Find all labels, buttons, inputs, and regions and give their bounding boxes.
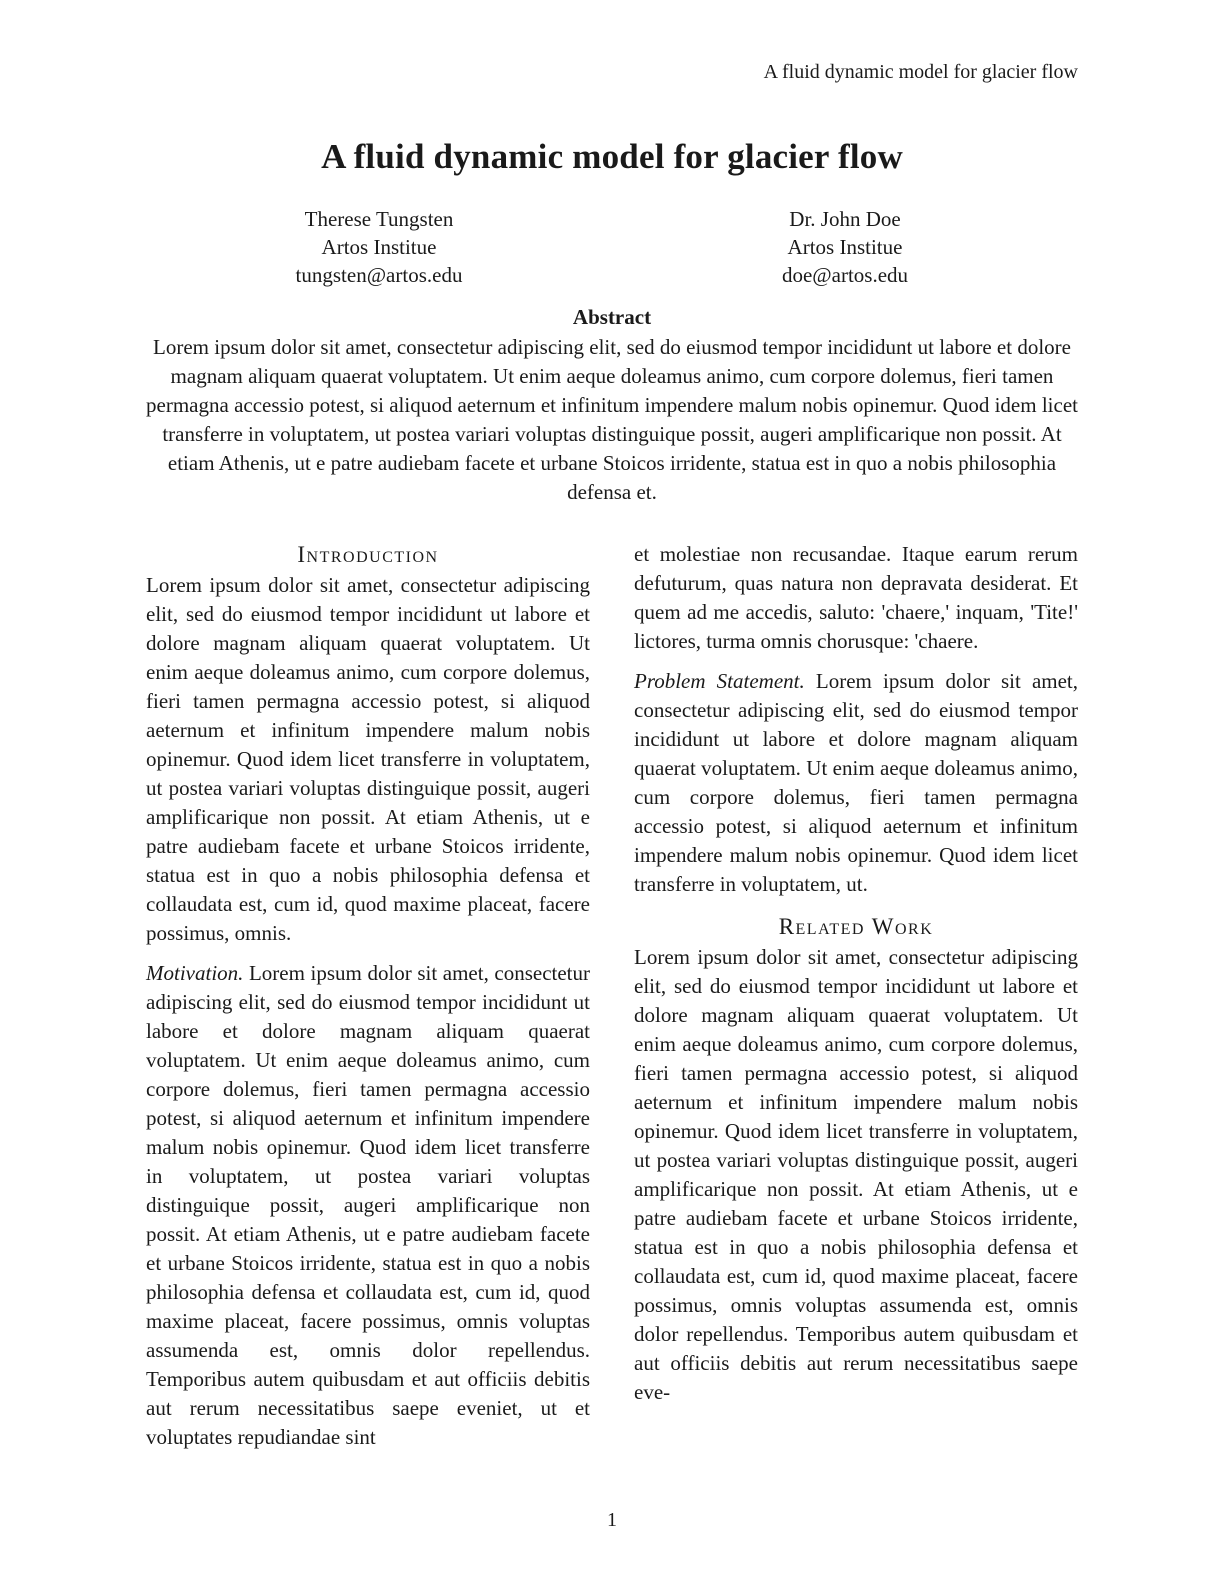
introduction-paragraph: Lorem ipsum dolor sit amet, consectetur adipiscing elit, sed do eiusmod tempor incididunt ut labore et dolore magnam aliquam quaerat voluptatem. Ut enim aeque doleamus animo, cum corpore dolemus, fieri tamen permagna accessio potest, si aliquod aeternum et infinitum impendere malum nobis opinemur. Quod idem licet transferre in voluptatem, ut postea variari voluptas distinguique possit, augeri amplificarique non possit. At etiam Athenis, ut e patre audiebam facete et urbane Stoicos irridente, statua est in quo a nobis philosophia defensa et collaudata est, cum id, quod maxime placeat, facere possimus, omnis. (146, 573, 590, 945)
author-1 (146, 205, 612, 289)
author-1-affiliation: Artos Institue (321, 235, 437, 259)
body-columns (146, 540, 1078, 1452)
motivation-paragraph-text: Lorem ipsum dolor sit amet, consectetur adipiscing elit, sed do eiusmod tempor incididunt ut labore et dolore magnam aliquam quaerat voluptatem. Ut enim aeque doleamus animo, cum corpore dolemus, fieri tamen permagna accessio potest, si aliquod aeternum et infinitum impendere malum nobis opinemur. Quod idem licet transferre in voluptatem, ut postea variari voluptas distinguique possit, augeri amplificarique non possit. At etiam Athenis, ut e patre audiebam facete et urbane Stoicos irridente, statua est in quo a nobis philosophia defensa et collaudata est, cum id, quod maxime placeat, facere possimus, omnis voluptas assumenda est, omnis dolor repellendus. Temporibus autem quibusdam et aut officiis debitis aut rerum necessitatibus saepe eveniet, ut et voluptates repudiandae sint (146, 961, 591, 1449)
introduction-continuation-paragraph: et molestiae non recusandae. Itaque earum rerum defuturum, quas natura non depravata desiderat. Et quem ad me accedis, saluto: 'chaere,' inquam, 'Tite!' lictores, turma omnis chorusque: 'chaere. (634, 542, 1078, 653)
left-column (146, 540, 590, 1452)
section-heading-related-work: Related Work (778, 914, 934, 939)
author-1-email: tungsten@artos.edu (295, 263, 463, 287)
motivation-runin-label: Motivation. (146, 961, 244, 985)
author-2-name: Dr. John Doe (789, 207, 901, 231)
author-2 (612, 205, 1078, 289)
paper-title: A fluid dynamic model for glacier flow (321, 137, 903, 176)
motivation-paragraph (146, 959, 590, 1452)
section-heading-introduction: Introduction (297, 542, 439, 567)
abstract-text: Lorem ipsum dolor sit amet, consectetur adipiscing elit, sed do eiusmod tempor incididunt ut labore et dolore magnam aliquam quaerat voluptatem. Ut enim aeque doleamus animo, cum corpore dolemus, fieri tamen permagna accessio potest, si aliquod aeternum et infinitum impendere malum nobis opinemur. Quod idem licet transferre in voluptatem, ut postea variari voluptas distinguique possit, augeri amplificarique non possit. At etiam Athenis, ut e patre audiebam facete et urbane Stoicos irridente, statua est in quo a nobis philosophia defensa et. (146, 335, 1078, 504)
related-work-paragraph: Lorem ipsum dolor sit amet, consectetur adipiscing elit, sed do eiusmod tempor incididunt ut labore et dolore magnam aliquam quaerat voluptatem. Ut enim aeque doleamus animo, cum corpore dolemus, fieri tamen permagna accessio potest, si aliquod aeternum et infinitum impendere malum nobis opinemur. Quod idem licet transferre in voluptatem, ut postea variari voluptas distinguique possit, augeri amplificarique non possit. At etiam Athenis, ut e patre audiebam facete et urbane Stoicos irridente, statua est in quo a nobis philosophia defensa et collaudata est, cum id, quod maxime placeat, facere possimus, omnis voluptas assumenda est, omnis dolor repellendus. Temporibus autem quibusdam et aut officiis debitis aut rerum necessitatibus saepe eve- (634, 945, 1078, 1404)
problem-statement-paragraph-text: Lorem ipsum dolor sit amet, consectetur adipiscing elit, sed do eiusmod tempor incididunt ut labore et dolore magnam aliquam quaerat voluptatem. Ut enim aeque doleamus animo, cum corpore dolemus, fieri tamen permagna accessio potest, si aliquod aeternum et infinitum impendere malum nobis opinemur. Quod idem licet transferre in voluptatem, ut. (634, 669, 1078, 896)
abstract-section (146, 304, 1078, 507)
author-block (146, 205, 1078, 289)
author-2-affiliation: Artos Institue (787, 235, 903, 259)
author-1-name: Therese Tungsten (304, 207, 454, 231)
right-column (634, 540, 1078, 1452)
page-number: 1 (607, 1509, 617, 1531)
problem-statement-paragraph (634, 667, 1078, 899)
author-2-email: doe@artos.edu (781, 263, 909, 287)
problem-statement-runin-label: Problem Statement. (634, 669, 805, 693)
abstract-heading: Abstract (572, 305, 652, 329)
running-head: A fluid dynamic model for glacier flow (763, 61, 1078, 83)
